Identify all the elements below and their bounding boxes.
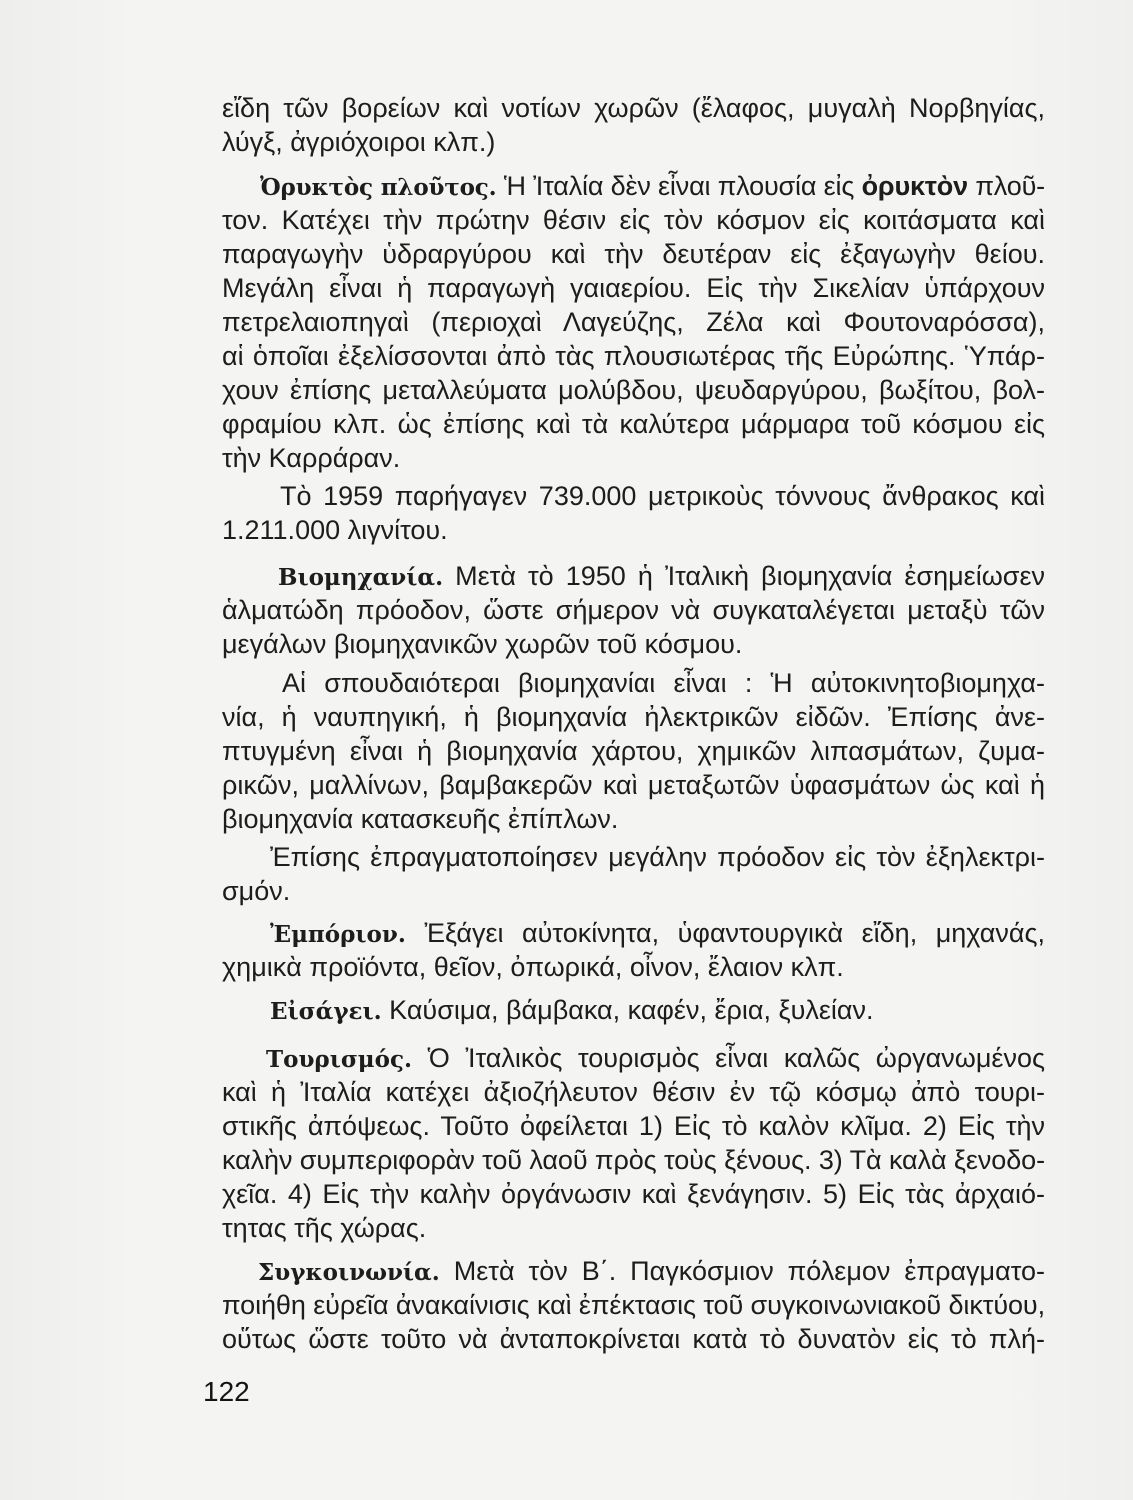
text-line (222, 993, 1046, 1027)
text-line: Αἱ σπουδαιότεραι βιομηχανίαι εἶναι : Ἡ αὐτοκινητοβιομηχα- (282, 668, 1045, 698)
text-column (222, 91, 1046, 1356)
text-line: τον. Κατέχει τὴν πρώτην θέσιν εἰς τὸν κόσμον εἰς κοιτάσματα καὶ (222, 205, 1045, 235)
text-line: στικῆς ἀπόψεως. Τοῦτο ὀφείλεται 1) Εἰς τὸ καλὸν κλῖμα. 2) Εἰς τὴν (222, 1111, 1045, 1141)
heading-mineral-wealth: Ὀρυκτὸς πλοῦτος. (260, 174, 497, 201)
paragraph-industry (222, 559, 1046, 661)
text-line: νία, ἡ ναυπηγική, ἡ βιομηχανία ἠλεκτρικῶν εἰδῶν. Ἐπίσης ἀνε- (222, 702, 1045, 732)
text-line: καὶ ἡ Ἰταλία κατέχει ἀξιοζήλευτον θέσιν ἐν τῷ κόσμῳ ἀπὸ τουρι- (222, 1077, 1045, 1107)
text-line (222, 1041, 1046, 1075)
paragraph-coal-production (222, 479, 1046, 547)
text-line: βιομηχανία κατασκευῆς ἐπίπλων. (222, 804, 619, 834)
heading-imports: Εἰσάγει. (270, 998, 382, 1025)
text-line: ποιήθη εὐρεῖα ἀνακαίνισις καὶ ἐπέκτασις τοῦ συγκοινωνιακοῦ δικτύου, (222, 1290, 1046, 1320)
text-line: Τὸ 1959 παρήγαγεν 739.000 μετρικοὺς τόννους ἄνθρακος καὶ (280, 481, 1045, 511)
line-text: Ἡ Ἰταλία δὲν εἶναι πλουσία εἰς (503, 171, 855, 201)
text-line: φραμίου κλπ. ὡς ἐπίσης καὶ τὰ καλύτερα μάρμαρα τοῦ κόσμου εἰς (222, 409, 1045, 439)
emphasis-word: ὀρυκτὸν (861, 171, 968, 201)
paragraph-mineral-wealth (222, 169, 1046, 475)
text-line: Μεγάλη εἶναι ἡ παραγωγὴ γαιαερίου. Εἰς τὴν Σικελίαν ὑπάρχουν (222, 273, 1045, 303)
text-line: Ἐπίσης ἐπραγματοποίησεν μεγάλην πρόοδον εἰς τὸν ἐξηλεκτρι- (270, 842, 1045, 872)
heading-tourism: Τουρισμός. (266, 1046, 412, 1073)
paragraph-industry-branches (222, 666, 1046, 836)
text-line: ἁλματώδη πρόοδον, ὥστε σήμερον νὰ συγκαταλέγεται μεταξὺ τῶν (222, 595, 1045, 625)
text-line: χουν ἐπίσης μεταλλεύματα μολύβδου, ψευδαργύρου, βωξίτου, βολ- (222, 375, 1045, 405)
text-line: αἱ ὁποῖαι ἐξελίσσονται ἀπὸ τὰς πλουσιωτέρας τῆς Εὐρώπης. Ὑπάρ- (222, 341, 1045, 371)
text-line: πετρελαιοπηγαὶ (περιοχαὶ Λαγεύζης, Ζέλα καὶ Φουτοναρόσσα), (222, 307, 1045, 337)
text-line: χεῖα. 4) Εἰς τὴν καλὴν ὀργάνωσιν καὶ ξενάγησιν. 5) Εἰς τὰς ἀρχαιό- (222, 1179, 1046, 1209)
text-line: καλὴν συμπεριφορὰν τοῦ λαοῦ πρὸς τοὺς ξένους. 3) Τὰ καλὰ ξενοδο- (222, 1145, 1045, 1175)
text-line: πτυγμένη εἶναι ἡ βιομηχανία χάρτου, χημικῶν λιπασμάτων, ζυμα- (222, 736, 1045, 766)
text-line (222, 169, 1046, 203)
line-text: Καύσιμα, βάμβακα, καφέν, ἔρια, ξυλείαν. (389, 995, 874, 1025)
text-line: εἴδη τῶν βορείων καὶ νοτίων χωρῶν (ἔλαφος, μυγαλὴ Νορβηγίας, (222, 93, 1045, 123)
text-line: μεγάλων βιομηχανικῶν χωρῶν τοῦ κόσμου. (222, 629, 743, 659)
heading-exports: Ἐμπόριον. (270, 921, 406, 948)
text-line: ρικῶν, μαλλίνων, βαμβακερῶν καὶ μεταξωτῶν ὑφασμάτων ὡς καὶ ἡ (222, 770, 1045, 800)
line-text: πλοῦ- (975, 171, 1046, 201)
text-line (222, 916, 1046, 950)
paragraph-exports (222, 916, 1046, 984)
heading-transport: Συγκοινωνία. (258, 1259, 440, 1286)
text-line: παραγωγὴν ὑδραργύρου καὶ τὴν δευτέραν εἰς ἐξαγωγὴν θείου. (222, 239, 1045, 269)
text-line: σμόν. (222, 876, 291, 906)
text-line: οὕτως ὥστε τοῦτο νὰ ἀνταποκρίνεται κατὰ τὸ δυνατὸν εἰς τὸ πλή- (222, 1324, 1045, 1354)
paragraph-transport (222, 1254, 1046, 1356)
text-line: 1.211.000 λιγνίτου. (222, 515, 448, 545)
text-line: τὴν Καρράραν. (222, 443, 401, 473)
text-line: χημικὰ προϊόντα, θεῖον, ὀπωρικά, οἶνον, ἔλαιον κλπ. (222, 952, 844, 982)
line-text: Ἐξάγει αὐτοκίνητα, ὑφαντουργικὰ εἴδη, μηχανάς, (424, 918, 1045, 948)
paragraph-fauna-continued (222, 91, 1046, 159)
paragraph-imports (222, 993, 1046, 1027)
paragraph-electrification (222, 840, 1046, 908)
heading-industry: Βιομηχανία. (278, 564, 444, 591)
line-text: Μετὰ τὸν Β΄. Παγκόσμιον πόλεμον ἐπραγματο- (453, 1256, 1045, 1286)
line-text: Μετὰ τὸ 1950 ἡ Ἰταλικὴ βιομηχανία ἐσημείωσεν (455, 561, 1045, 591)
page-number: 122 (203, 1376, 250, 1407)
text-line (222, 559, 1046, 593)
line-text: Ὁ Ἰταλικὸς τουρισμὸς εἶναι καλῶς ὠργανωμένος (427, 1043, 1045, 1073)
text-line: τητας τῆς χώρας. (222, 1213, 427, 1243)
text-line: λύγξ, ἀγριόχοιροι κλπ.) (222, 127, 496, 157)
text-line (222, 1254, 1046, 1288)
paragraph-tourism (222, 1041, 1046, 1245)
